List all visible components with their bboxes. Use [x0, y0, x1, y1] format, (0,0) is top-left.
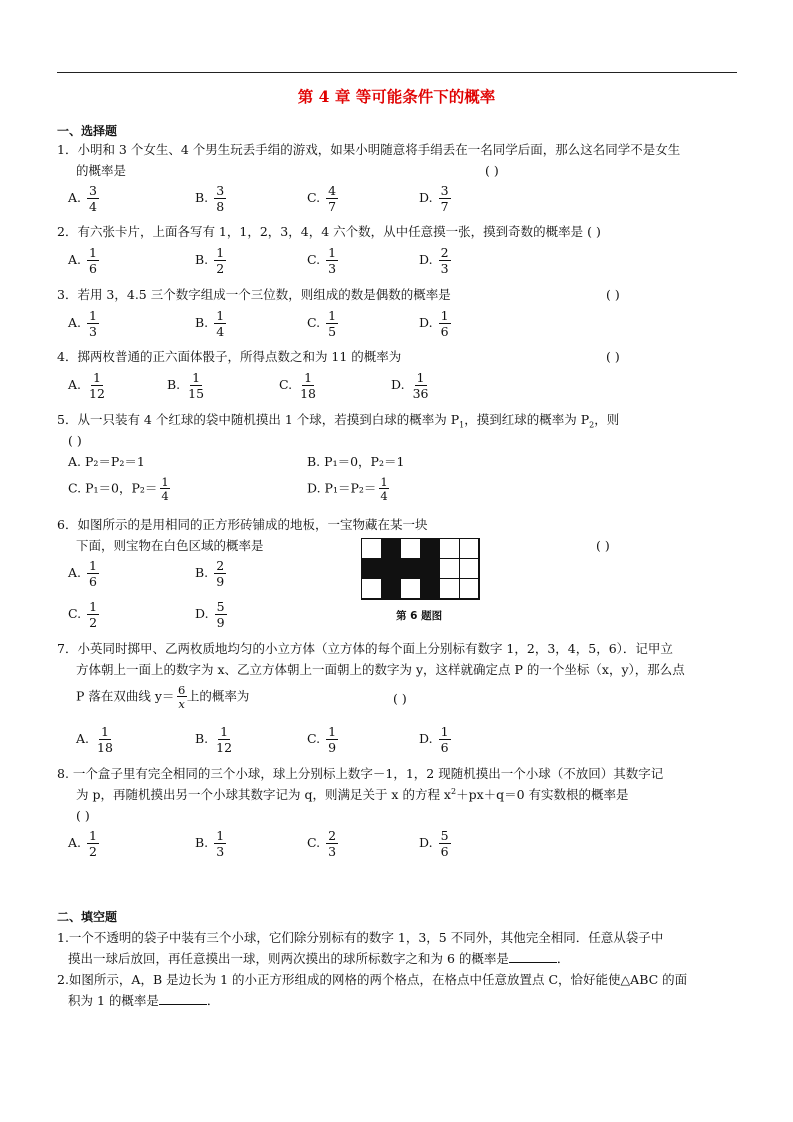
f1-stem-line2: 摸出一球后放回，再任意摸出一球，则两次摸出的球所标数字之和为 6 的概率是 ． [68, 951, 570, 966]
q4-option-c: C. $\frac{1}{18}$ [279, 370, 316, 402]
q8-option-a: A. $\frac{1}{2}$ [68, 829, 99, 858]
tile-white [401, 539, 421, 559]
q5-option-d: D. P₁＝P₂＝ $\frac{1}{4}$ [307, 475, 388, 504]
q2-option-c: C. $\frac{1}{3}$ [307, 246, 338, 275]
q4-stem-line1: 4．掷两枚普通的正六面体骰子，所得点数之和为 11 的概率为 [57, 349, 402, 364]
q5-stem-line1: 5．从一只装有 4 个红球的袋中随机摸出 1 个球，若摸到白球的概率为 $P_1$，摸到红球的概率为 $P_2$，则 [57, 412, 620, 430]
q1-stem-line2: 的概率是 [76, 163, 127, 178]
q7-stem-line2: 方体朝上一面上的数字为 x、乙立方体朝上一面朝上的数字为 y，这样就确定点 P 的一个坐标（x，y），那么点 [76, 662, 685, 677]
q3-stem-line1: 3．若用 3，4.5 三个数字组成一个三位数，则组成的数是偶数的概率是 [57, 287, 451, 302]
q3-option-a: A. $\frac{1}{3}$ [68, 309, 99, 338]
q6-answer-paren: ( ) [596, 538, 610, 553]
q2-option-d: D. $\frac{2}{3}$ [419, 246, 451, 275]
q6-option-b: B. $\frac{2}{9}$ [195, 559, 226, 588]
tile-black [421, 559, 441, 579]
page-title: 第 4 章 等可能条件下的概率 [297, 87, 496, 106]
q7-option-a: A. $\frac{1}{18}$ [76, 724, 113, 756]
q3-option-b: B. $\frac{1}{4}$ [195, 309, 226, 338]
q7-answer-paren: ( ) [393, 691, 407, 706]
f2-stem-line1: 2.如图所示，A，B 是边长为 1 的小正方形组成的网格的两个格点，在格点中任意放置点 C，恰好能使△ABC 的面 [57, 972, 688, 987]
q1-option-d: D. $\frac{3}{7}$ [419, 184, 451, 213]
q8-option-d: D. $\frac{5}{6}$ [419, 829, 451, 858]
tile-black [362, 559, 382, 579]
tile-white [362, 539, 382, 559]
q5-option-b: B. P₁＝0，P₂＝1 [307, 454, 405, 469]
q3-option-d: D. $\frac{1}{6}$ [419, 309, 451, 338]
q7-option-d: D. $\frac{1}{6}$ [419, 725, 451, 754]
section-heading-choice: 一、选择题 [57, 124, 118, 138]
tile-white [401, 579, 421, 599]
q3-answer-paren: ( ) [606, 287, 620, 302]
q8-stem-line1: 8. 一个盒子里有完全相同的三个小球，球上分别标上数字－1，1，2 现随机摸出一个小球（不放回）其数字记 [57, 766, 664, 781]
q8-answer-paren: ( ) [76, 808, 90, 823]
q8-stem-line2: 为 p，再随机摸出另一个小球其数字记为 q，则满足关于 x 的方程 $x^2+px+q=0$ 有实数根的概率是 [76, 787, 629, 803]
tile-black [382, 579, 402, 599]
q4-option-b: B. $\frac{1}{15}$ [167, 370, 205, 402]
tile-white [460, 539, 480, 559]
f2-answer-blank[interactable] [159, 994, 207, 1005]
f2-stem-line2: 积为 1 的概率是 ． [68, 993, 220, 1008]
tile-black [401, 559, 421, 579]
tile-white [460, 559, 480, 579]
q1-answer-paren: ( ) [485, 163, 499, 178]
f1-stem-line1: 1.一个不透明的袋子中装有三个小球，它们除分别标有的数字 1，3，5 不同外，其他完全相同．任意从袋子中 [57, 930, 664, 945]
q8-option-b: B. $\frac{1}{3}$ [195, 829, 226, 858]
q7-stem-line3: P 落在双曲线 y＝ $\frac{6}{x}$ 上的概率为 [76, 683, 250, 712]
tile-black [421, 539, 441, 559]
q1-stem-line1: 1．小明和 3 个女生、4 个男生玩丢手绢的游戏，如果小明随意将手绢丢在一名同学后面，那么这名同学不是女生 [57, 142, 681, 157]
figure-6-caption: 第 6 题图 [396, 610, 443, 622]
q5-answer-paren: ( ) [68, 433, 82, 448]
tile-white [440, 559, 460, 579]
q4-option-a: A. $\frac{1}{12}$ [68, 370, 105, 402]
q6-option-c: C. $\frac{1}{2}$ [68, 600, 99, 629]
q2-option-b: B. $\frac{1}{2}$ [195, 246, 226, 275]
tile-white [440, 539, 460, 559]
q7-option-c: C. $\frac{1}{9}$ [307, 725, 338, 754]
q6-option-a: A. $\frac{1}{6}$ [68, 559, 99, 588]
q4-option-d: D. $\frac{1}{36}$ [391, 370, 429, 402]
q2-option-a: A. $\frac{1}{6}$ [68, 246, 99, 275]
q1-option-b: B. $\frac{3}{8}$ [195, 184, 226, 213]
q5-option-c: C. P₁＝0，P₂＝ $\frac{1}{4}$ [68, 475, 169, 504]
f1-answer-blank[interactable] [509, 952, 557, 963]
tile-black [421, 579, 441, 599]
q6-stem-line1: 6．如图所示的是用相同的正方形砖铺成的地板，一宝物藏在某一块 [57, 517, 428, 532]
tile-black [382, 539, 402, 559]
q2-stem-line1: 2．有六张卡片，上面各写有 1，1，2，3，4，4 六个数，从中任意摸一张，摸到奇数的概率是 ( ) [57, 224, 601, 239]
q3-option-c: C. $\frac{1}{5}$ [307, 309, 338, 338]
q8-option-c: C. $\frac{2}{3}$ [307, 829, 338, 858]
q7-option-b: B. $\frac{1}{12}$ [195, 724, 233, 756]
q6-stem-line2: 下面，则宝物在白色区域的概率是 [76, 538, 264, 553]
section-heading-fill: 二、填空题 [57, 910, 118, 924]
tile-white [460, 579, 480, 599]
q7-stem-line1: 7．小英同时掷甲、乙两枚质地均匀的小立方体（立方体的每个面上分别标有数字 1，2，3，4，5，6）．记甲立 [57, 641, 673, 656]
header-rule [57, 72, 737, 73]
tile-black [382, 559, 402, 579]
q5-option-a: A. P₂＝P₂＝1 [68, 454, 145, 469]
floor-tile-grid [361, 538, 480, 600]
q6-option-d: D. $\frac{5}{9}$ [195, 600, 227, 629]
tile-white [362, 579, 382, 599]
q4-answer-paren: ( ) [606, 349, 620, 364]
q1-option-a: A. $\frac{3}{4}$ [68, 184, 99, 213]
q1-option-c: C. $\frac{4}{7}$ [307, 184, 338, 213]
tile-white [440, 579, 460, 599]
